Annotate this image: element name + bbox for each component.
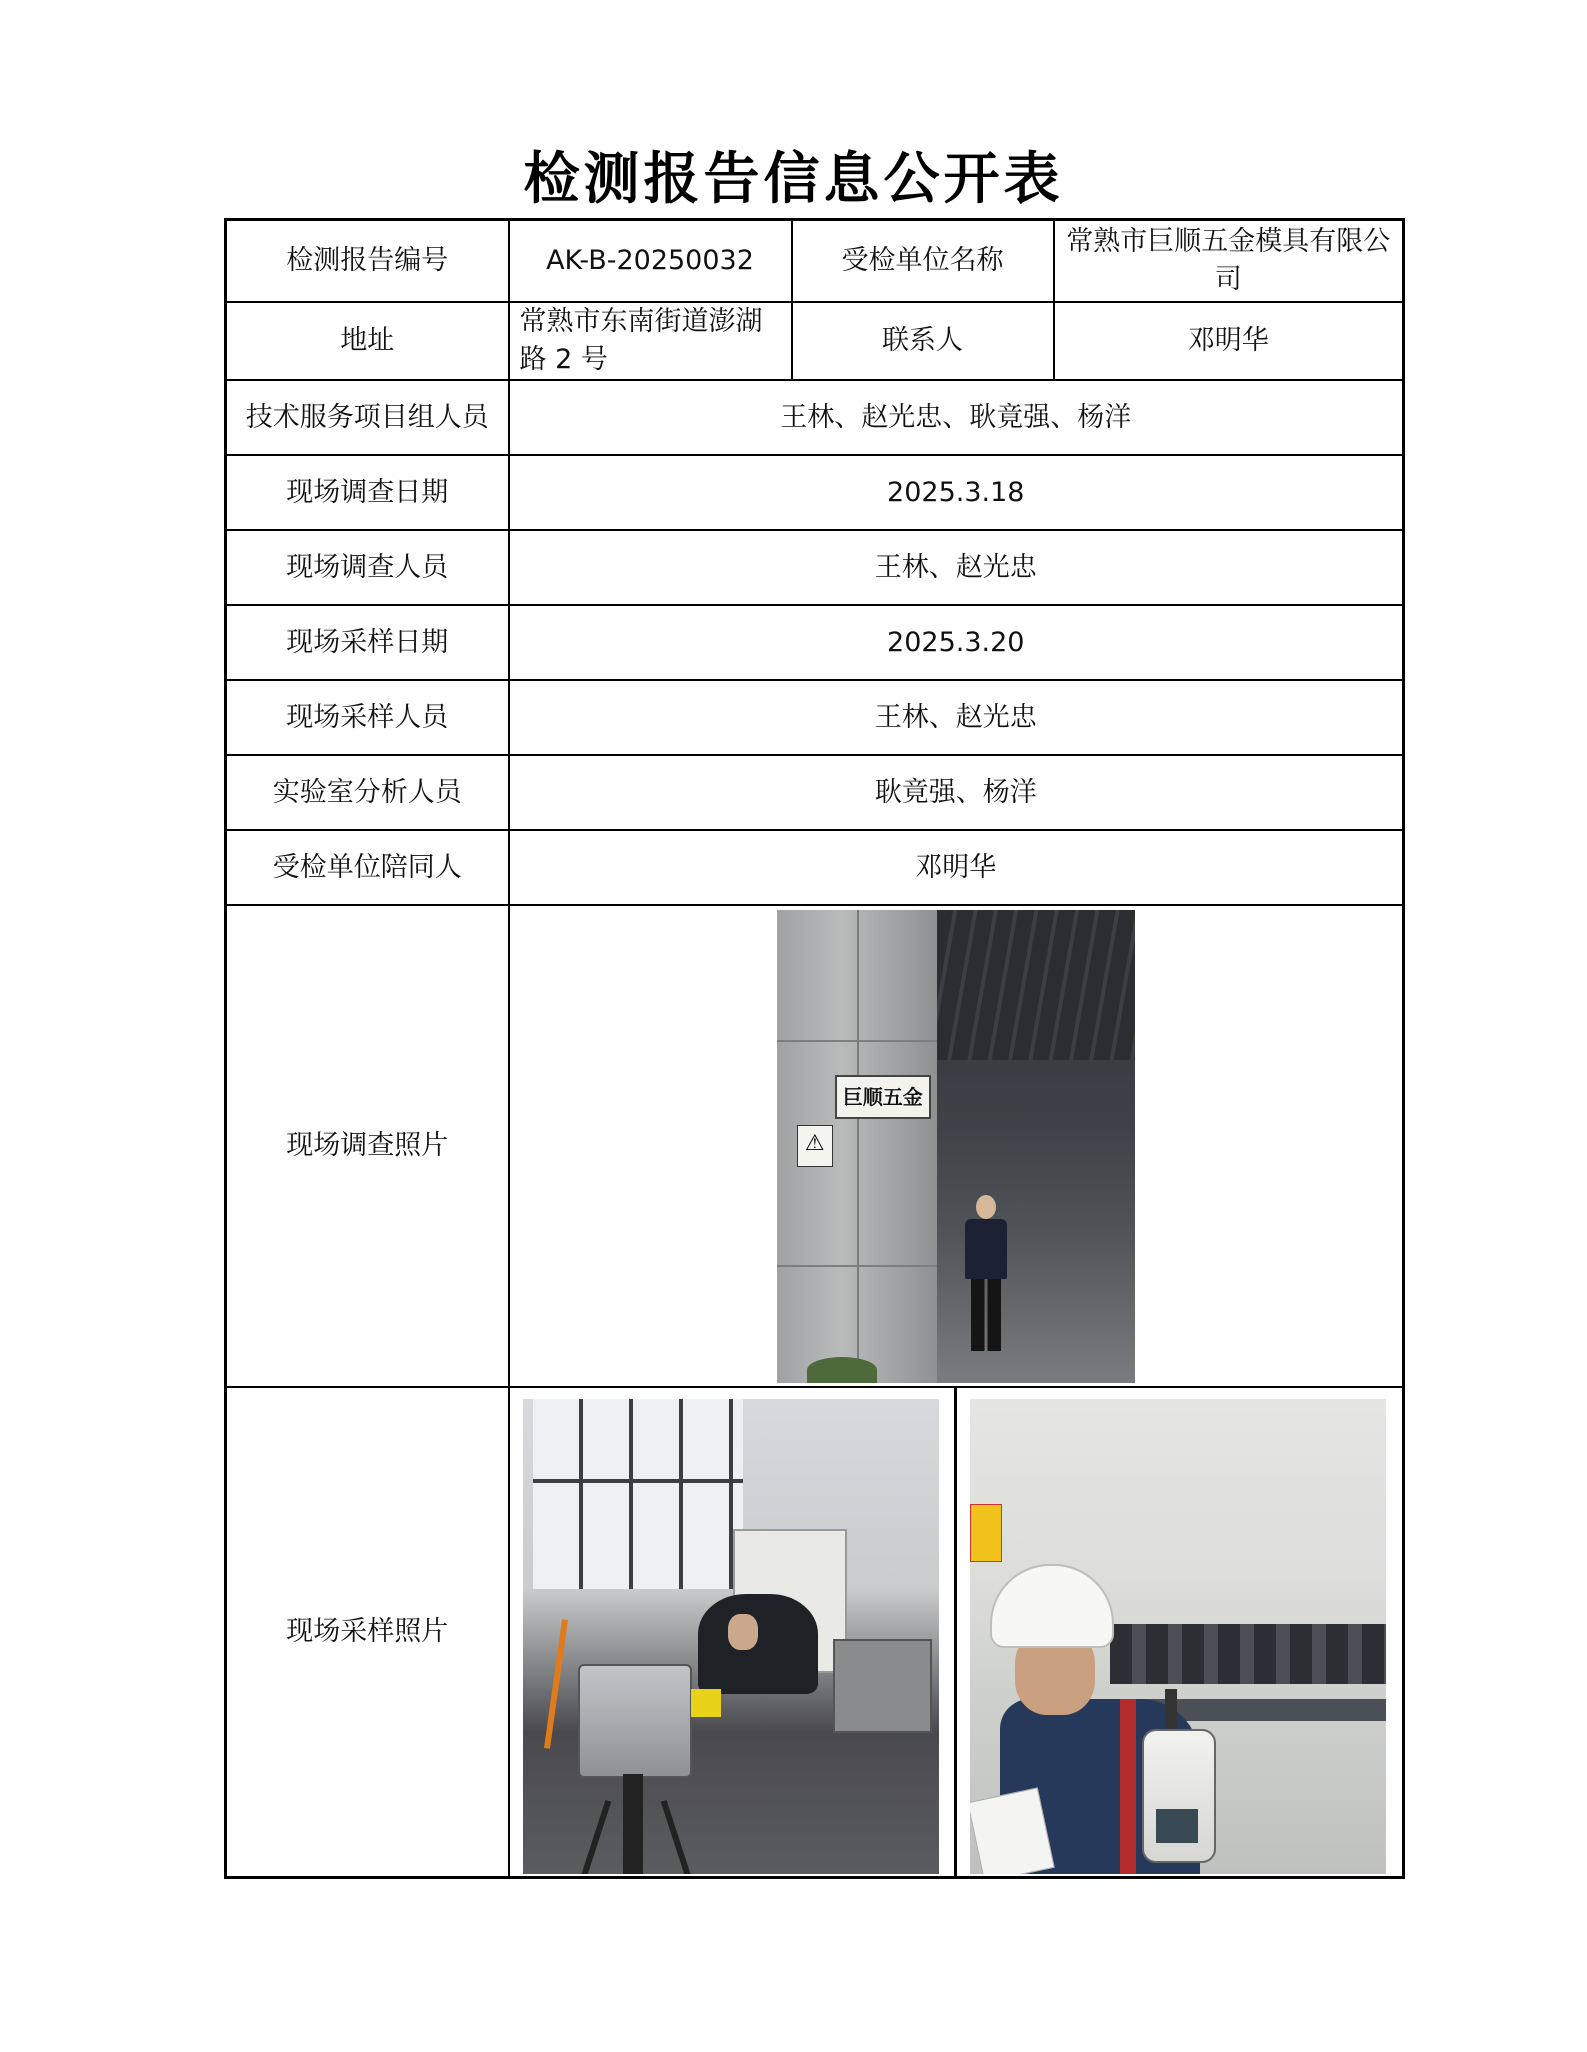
project-team-label: 技术服务项目组人员	[226, 380, 509, 455]
sampling-photo-2	[970, 1399, 1386, 1874]
factory-roof	[937, 910, 1135, 1060]
inspected-unit-value: 常熟市巨顺五金模具有限公司	[1054, 220, 1404, 303]
table-row	[226, 905, 1404, 1387]
escort-value: 邓明华	[509, 830, 1404, 905]
sampling-photo-right-frame	[957, 1388, 1402, 1876]
press-brake-tooling	[1110, 1624, 1386, 1684]
door-panel-line	[777, 1040, 937, 1042]
helmet	[990, 1564, 1114, 1648]
page-title: 检测报告信息公开表	[523, 147, 1064, 212]
table-row	[226, 680, 1404, 755]
tripod-leg	[580, 1800, 610, 1874]
table-row	[226, 1387, 1404, 1878]
table-row	[226, 830, 1404, 905]
address-value: 常熟市东南街道澎湖路 2 号	[509, 302, 792, 380]
table-row	[226, 755, 1404, 830]
report-table	[224, 218, 1405, 1879]
survey-photo	[777, 910, 1135, 1383]
contact-label: 联系人	[792, 302, 1054, 380]
table-row	[226, 530, 1404, 605]
meter-microphone	[1165, 1689, 1177, 1734]
table-row	[226, 220, 1404, 303]
warning-sticker	[970, 1504, 1002, 1562]
sampling-staff-value: 王林、赵光忠	[509, 680, 1404, 755]
sampling-date-label: 现场采样日期	[226, 605, 509, 680]
orange-rod	[543, 1619, 567, 1749]
project-team-value: 王林、赵光忠、耿竟强、杨洋	[509, 380, 1404, 455]
sampling-device	[578, 1664, 692, 1778]
sampling-photo-1	[523, 1399, 939, 1874]
lab-staff-label: 实验室分析人员	[226, 755, 509, 830]
table-row	[226, 605, 1404, 680]
warning-icon: ⚠	[797, 1125, 833, 1167]
survey-date-label: 现场调查日期	[226, 455, 509, 530]
survey-staff-label: 现场调查人员	[226, 530, 509, 605]
person	[963, 1195, 1007, 1355]
escort-label: 受检单位陪同人	[226, 830, 509, 905]
sampling-date-value: 2025.3.20	[509, 605, 1404, 680]
yellow-cup	[691, 1689, 721, 1717]
table-row	[226, 302, 1404, 380]
door-seam	[857, 910, 859, 1383]
window-frame	[533, 1479, 743, 1483]
person-legs	[971, 1279, 1001, 1351]
window	[533, 1399, 743, 1589]
worker	[698, 1594, 818, 1694]
plant	[807, 1357, 877, 1383]
door-panel-line	[777, 1265, 937, 1267]
survey-photo-cell	[509, 905, 1404, 1387]
worker-face	[728, 1614, 758, 1650]
equipment-box	[833, 1639, 932, 1733]
inspected-unit-label: 受检单位名称	[792, 220, 1054, 303]
person-head	[976, 1195, 996, 1219]
survey-photo-label: 现场调查照片	[226, 905, 509, 1387]
tripod	[623, 1774, 643, 1874]
table-row	[226, 455, 1404, 530]
survey-date-value: 2025.3.18	[509, 455, 1404, 530]
lab-staff-value: 耿竟强、杨洋	[509, 755, 1404, 830]
table-row	[226, 380, 1404, 455]
contact-value: 邓明华	[1054, 302, 1404, 380]
report-no-label: 检测报告编号	[226, 220, 509, 303]
tripod-leg	[660, 1800, 690, 1874]
sampling-photo-left-frame	[510, 1388, 958, 1876]
survey-staff-value: 王林、赵光忠	[509, 530, 1404, 605]
sampling-photo-label: 现场采样照片	[226, 1387, 509, 1878]
report-no-value: AK-B-20250032	[509, 220, 792, 303]
meter-screen	[1156, 1809, 1198, 1843]
sampling-photo-cell	[509, 1387, 1404, 1878]
sampling-photos	[510, 1388, 1403, 1876]
person-torso	[965, 1219, 1007, 1279]
sampling-staff-label: 现场采样人员	[226, 680, 509, 755]
address-label: 地址	[226, 302, 509, 380]
company-sign: 巨顺五金	[835, 1075, 931, 1119]
